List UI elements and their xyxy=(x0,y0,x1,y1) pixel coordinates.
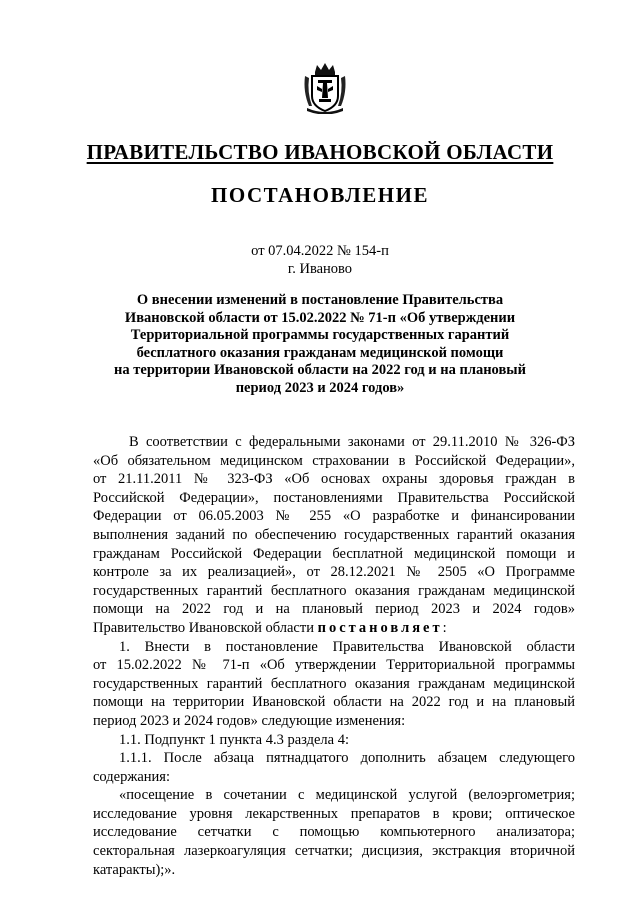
item-1-line: период 2023 и 2024 годов» следующие изменения: xyxy=(93,712,406,729)
preamble-line: выполнения заданий по обеспечению государственных гарантий оказания xyxy=(93,526,575,543)
subject-line: О внесении изменений в постановление Правительства xyxy=(136,292,504,308)
preamble-line: гражданам Российской Федерации бесплатной медицинской помощи и xyxy=(93,545,575,562)
item-1-line: помощи на территории Ивановской области на 2022 год и на плановый xyxy=(93,694,575,711)
decree-end: : xyxy=(442,619,447,636)
preamble-line: помощи на 2022 год и на плановый период 2023 и 2024 годов» xyxy=(93,601,575,618)
date-number: от 07.04.2022 № 154-п xyxy=(251,243,389,259)
quote-line: «посещение в сочетании с медицинской услугой (велоэргометрия; xyxy=(119,787,575,804)
government-title: ПРАВИТЕЛЬСТВО ИВАНОВСКОЙ ОБЛАСТИ xyxy=(86,140,554,164)
preamble-line: контроле за их реализацией», от 28.12.2021 № 2505 «О Программе xyxy=(93,564,575,581)
subject-line: период 2023 и 2024 годов» xyxy=(235,379,405,396)
quote-line: исследование сетчатки с помощью компьютерного анализатора; xyxy=(93,824,575,841)
quote-line: исследование уровня лекарственных препаратов в крови; оптическое xyxy=(93,805,575,822)
decree-lead: Правительство Ивановской области xyxy=(93,619,314,636)
decree-line xyxy=(93,619,575,638)
decree-word: постановляет xyxy=(317,619,443,636)
preamble-line: В соответствии с федеральными законами от 29.11.2010 № 326-ФЗ xyxy=(129,434,575,450)
city: г. Иваново xyxy=(287,261,353,277)
item-1-1-1-line: 1.1.1. После абзаца пятнадцатого дополнить абзацем следующего xyxy=(119,750,575,767)
preamble-line: «Об обязательном медицинском страховании в Российской Федерации», xyxy=(93,452,575,469)
item-1-1-1-line: содержания: xyxy=(93,768,171,785)
subject-line: на территории Ивановской области на 2022 год и на плановый xyxy=(114,362,526,378)
quote-line: секторальная лазеркоагуляция сетчатки; дисцизия, экстракция вторичной xyxy=(93,843,575,860)
subject-line: Территориальной программы государственных гарантий xyxy=(130,327,510,343)
subject-line: бесплатного оказания гражданам медицинской помощи xyxy=(136,344,504,361)
item-1-1: 1.1. Подпункт 1 пункта 4.3 раздела 4: xyxy=(119,731,350,748)
document-subject xyxy=(110,292,530,397)
item-1-line: 1. Внести в постановление Правительства Ивановской области xyxy=(119,638,575,655)
ivanovo-coat-of-arms-icon xyxy=(303,62,347,114)
preamble-line: Федерации от 06.05.2003 № 255 «О разработке и финансировании xyxy=(93,508,575,525)
document-body xyxy=(93,433,575,879)
item-1-line: от 15.02.2022 № 71-п «Об утверждении Территориальной программы xyxy=(93,657,575,674)
preamble-line: от 21.11.2011 № 323-ФЗ «Об основах охраны здоровья граждан в xyxy=(93,471,575,488)
item-1-line: государственных гарантий бесплатного оказания гражданам медицинской xyxy=(93,675,575,692)
quote-line: катаракты);». xyxy=(93,861,176,878)
subject-line: Ивановской области от 15.02.2022 № 71-п «Об утверждении xyxy=(124,309,516,326)
document-type: ПОСТАНОВЛЕНИЕ xyxy=(211,183,429,207)
preamble-line: Российской Федерации», постановлениями Правительства Российской xyxy=(93,489,575,506)
preamble-line: государственных гарантий бесплатного оказания гражданам медицинской xyxy=(93,582,575,599)
